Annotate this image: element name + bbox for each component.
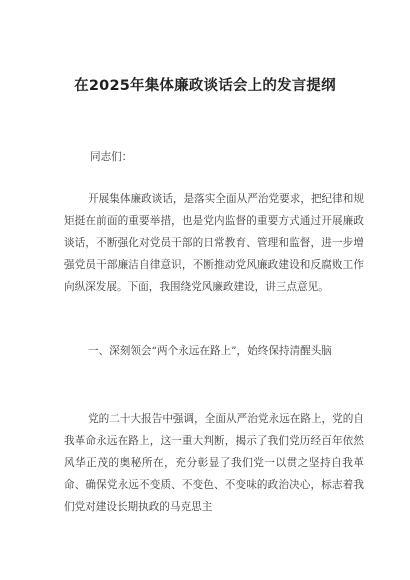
paragraph-section-1: 党的二十大报告中强调，全面从严治党永远在路上，党的自我革命永远在路上，这一重大判断，揭示了我们党历经百年依然风华正茂的奥秘所在，充分彰显了我们党一以贯之坚持自我革命、确保党永远不变质、不变色、不变味的政治决心，标志着我们党对建设长期执政的马克思主 <box>64 413 364 513</box>
document-title: 在2025年集体廉政谈话会上的发言提纲 <box>74 78 336 94</box>
greeting: 同志们： <box>90 151 133 163</box>
paragraph-intro: 开展集体廉政谈话，是落实全面从严治党要求，把纪律和规矩挺在前面的重要举措，也是党内监督的重要方式通过开展廉政谈话，不断强化对党员干部的日常教育、管理和监督，进一步增强党员干部廉洁自律意识，不断推动党风廉政建设和反腐败工作向纵深发展。下面，我围绕党风廉政建设，讲三点意见。 <box>64 193 364 293</box>
section-heading-1: 一、深刻领会“两个永远在路上”，始终保持清醒头脑 <box>88 345 332 357</box>
